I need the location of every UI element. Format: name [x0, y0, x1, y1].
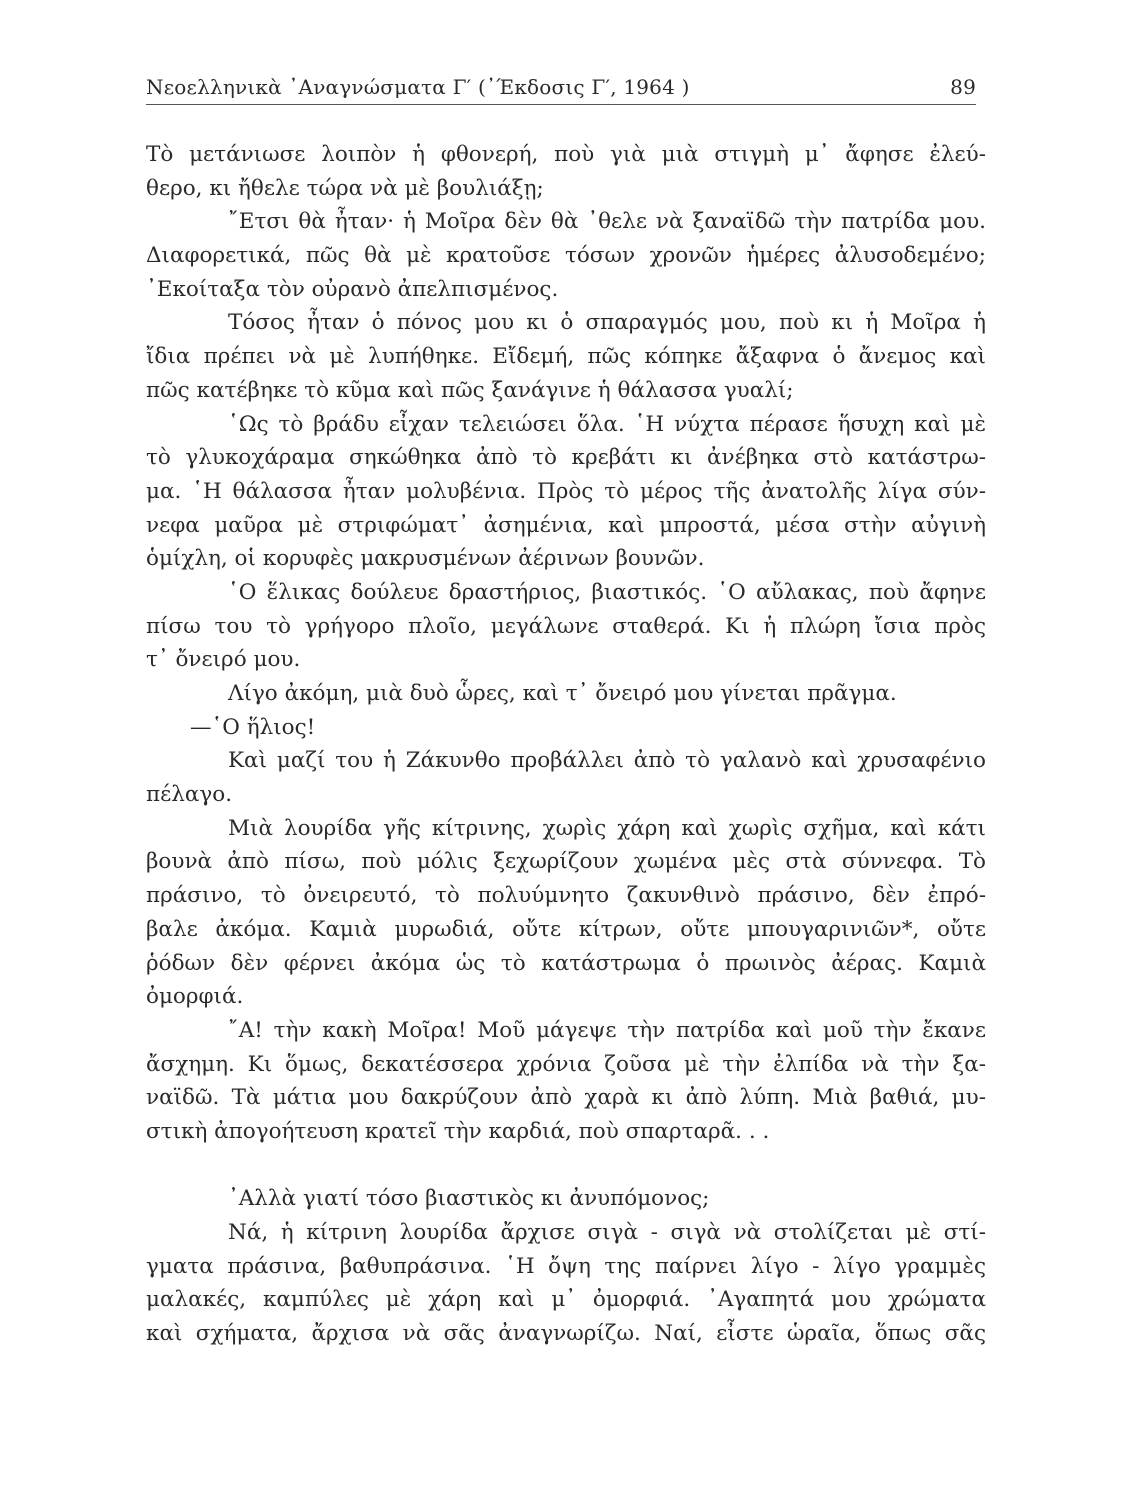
- running-title: Νεοελληνικὰ ᾽Αναγνώσματα Γ′ (᾽Έκδοσις Γ′, 1964 ): [146, 75, 690, 99]
- text-line: ἄσχημη. Κι ὅμως, δεκατέσσερα χρόνια ζοῦσα μὲ τὴν ἐλπίδα νὰ τὴν ξα-: [146, 1051, 986, 1077]
- text-line: ῎Α! τὴν κακὴ Μοῖρα! Μοῦ μάγεψε τὴν πατρίδα καὶ μοῦ τὴν ἔκανε: [228, 1017, 986, 1043]
- text-line: στικὴ ἀπογοήτευση κρατεῖ τὴν καρδιά, ποὺ σπαρταρᾶ. . .: [146, 1118, 770, 1144]
- text-line: βουνὰ ἀπὸ πίσω, ποὺ μόλις ξεχωρίζουν χωμένα μὲς στὰ σύννεφα. Τὸ: [146, 849, 986, 875]
- text-line: Καὶ μαζί του ἡ Ζάκυνθο προβάλλει ἀπὸ τὸ γαλανὸ καὶ χρυσαφένιο: [228, 748, 986, 774]
- text-line: καὶ σχήματα, ἄρχισα νὰ σᾶς ἀναγνωρίζω. Ναί, εἶστε ὡραῖα, ὅπως σᾶς: [146, 1321, 986, 1347]
- text-line: πῶς κατέβηκε τὸ κῦμα καὶ πῶς ξανάγινε ἡ θάλασσα γυαλί;: [146, 377, 794, 403]
- text-line: μαλακές, καμπύλες μὲ χάρη καὶ μ᾽ ὀμορφιά. ᾽Αγαπητά μου χρώματα: [146, 1287, 986, 1313]
- text-line: ἴδια πρέπει νὰ μὲ λυπήθηκε. Εἴδεμή, πῶς κόπηκε ἄξαφνα ὁ ἄνεμος καὶ: [146, 344, 986, 370]
- running-header: [146, 72, 976, 102]
- text-line: ῥόδων δὲν φέρνει ἀκόμα ὡς τὸ κατάστρωμα ὁ πρωινὸς ἀέρας. Καμιὰ: [146, 950, 986, 976]
- text-line: Τὸ μετάνιωσε λοιπὸν ἡ φθονερή, ποὺ γιὰ μιὰ στιγμὴ μ᾽ ἄφησε ἐλεύ-: [146, 142, 986, 167]
- body-text: [146, 138, 986, 1351]
- text-line: ὀμορφιά.: [146, 984, 244, 1010]
- text-line: ᾽Εκοίταξα τὸν οὐρανὸ ἀπελπισμένος.: [146, 276, 559, 302]
- text-line: ῾Ως τὸ βράδυ εἶχαν τελειώσει ὅλα. ῾Η νύχτα πέρασε ἥσυχη καὶ μὲ: [228, 411, 986, 437]
- text-line: πράσινο, τὸ ὀνειρευτό, τὸ πολυύμνητο ζακυνθινὸ πράσινο, δὲν ἐπρό-: [146, 883, 986, 909]
- text-line: τ᾽ ὄνειρό μου.: [146, 647, 301, 673]
- text-line: Νά, ἡ κίτρινη λουρίδα ἄρχισε σιγὰ - σιγὰ νὰ στολίζεται μὲ στί-: [228, 1220, 986, 1245]
- text-line: πέλαγο.: [146, 782, 233, 808]
- text-line: Τόσος ἦταν ὁ πόνος μου κι ὁ σπαραγμός μου, ποὺ κι ἡ Μοῖρα ἡ: [228, 310, 986, 336]
- text-line: τὸ γλυκοχάραμα σηκώθηκα ἀπὸ τὸ κρεβάτι κι ἀνέβηκα στὸ κατάστρω-: [146, 445, 986, 471]
- header-rule: [146, 104, 976, 105]
- text-line: ῾Ο ἕλικας δούλευε δραστήριος, βιαστικός. ῾Ο αὔλακας, ποὺ ἄφηνε: [228, 579, 986, 605]
- text-line: βαλε ἀκόμα. Καμιὰ μυρωδιά, οὔτε κίτρων, οὔτε μπουγαρινιῶν*, οὔτε: [146, 916, 986, 942]
- text-line: ῎Ετσι θὰ ἦταν· ἡ Μοῖρα δὲν θὰ ᾽θελε νὰ ξαναϊδῶ τὴν πατρίδα μου.: [228, 209, 986, 235]
- text-line: —῾Ο ἥλιος!: [190, 714, 316, 740]
- text-line: ναϊδῶ. Τὰ μάτια μου δακρύζουν ἀπὸ χαρὰ κι ἀπὸ λύπη. Μιὰ βαθιά, μυ-: [146, 1085, 986, 1111]
- text-line: γματα πράσινα, βαθυπράσινα. ῾Η ὄψη της παίρνει λίγο - λίγο γραμμὲς: [146, 1253, 986, 1279]
- text-line: μα. ῾Η θάλασσα ἦταν μολυβένια. Πρὸς τὸ μέρος τῆς ἀνατολῆς λίγα σύν-: [146, 478, 986, 504]
- text-line: Διαφορετικά, πῶς θὰ μὲ κρατοῦσε τόσων χρονῶν ἡμέρες ἀλυσοδεμένο;: [146, 243, 986, 269]
- text-line: Μιὰ λουρίδα γῆς κίτρινης, χωρὶς χάρη καὶ χωρὶς σχῆμα, καὶ κάτι: [228, 815, 986, 841]
- text-line: Λίγο ἀκόμη, μιὰ δυὸ ὧρες, καὶ τ᾽ ὄνειρό μου γίνεται πρᾶγμα.: [228, 681, 897, 706]
- page-number: 89: [950, 75, 976, 99]
- section-break: [146, 1149, 986, 1183]
- text-line: νεφα μαῦρα μὲ στριφώματ᾽ ἀσημένια, καὶ μπροστά, μέσα στὴν αὐγινὴ: [146, 512, 986, 538]
- text-line: πίσω του τὸ γρήγορο πλοῖο, μεγάλωνε σταθερά. Κι ἡ πλώρη ἴσια πρὸς: [146, 613, 986, 639]
- text-line: θερο, κι ἤθελε τώρα νὰ μὲ βουλιάξῃ;: [146, 175, 544, 201]
- text-line: ὁμίχλη, οἱ κορυφὲς μακρυσμένων ἀέρινων βουνῶν.: [146, 546, 705, 572]
- text-line: ᾽Αλλὰ γιατί τόσο βιαστικὸς κι ἀνυπόμονος;: [228, 1186, 710, 1212]
